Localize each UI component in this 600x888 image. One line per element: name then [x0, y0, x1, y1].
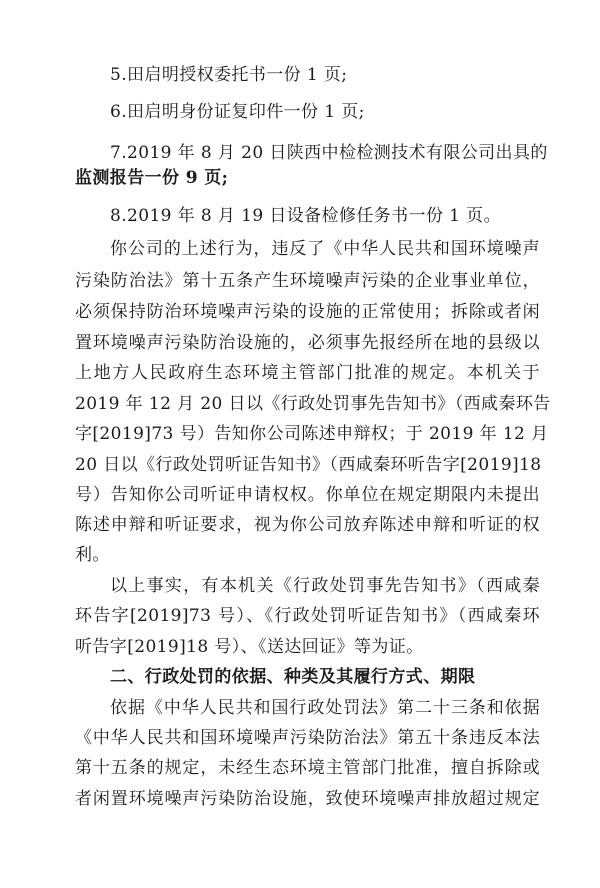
paragraph-1-line-11: 利。 — [75, 545, 110, 565]
paragraph-1-line-6: 2019 年 12 月 20 日以《行政处罚事先告知书》（西咸秦环告 — [75, 394, 551, 414]
evidence-item-7-continued: 监测报告一份 9 页; — [75, 168, 229, 188]
paragraph-2-line-2: 环告字[2019]73 号）、《行政处罚听证告知书》（西咸秦环 — [75, 606, 540, 626]
paragraph-3-line-1: 依据《中华人民共和国行政处罚法》第二十三条和依据 — [110, 698, 540, 718]
paragraph-1-line-5: 上地方人民政府生态环境主管部门批准的规定。本机关于 — [75, 363, 540, 383]
paragraph-2-line-1: 以上事实，有本机关《行政处罚事先告知书》（西咸秦 — [110, 576, 540, 596]
paragraph-3-line-4: 者闲置环境噪声污染防治设施，致使环境噪声排放超过规定 — [75, 789, 540, 809]
paragraph-1-line-2: 污染防治法》第十五条产生环境噪声污染的企业事业单位， — [75, 271, 540, 291]
paragraph-1-line-7: 字[2019]73 号）告知你公司陈述申辩权；于 2019 年 12 月 — [75, 424, 549, 444]
paragraph-1-line-3: 必须保持防治环境噪声污染的设施的正常使用；拆除或者闲 — [75, 302, 540, 322]
evidence-item-5: 5.田启明授权委托书一份 1 页; — [110, 65, 348, 85]
paragraph-3-line-2: 《中华人民共和国环境噪声污染防治法》第五十条违反本法 — [75, 728, 540, 748]
paragraph-1-line-10: 陈述申辩和听证要求，视为你公司放弃陈述申辩和听证的权 — [75, 515, 540, 535]
evidence-item-8: 8.2019 年 8 月 19 日设备检修任务书一份 1 页。 — [110, 206, 501, 226]
paragraph-1-line-4: 置环境噪声污染防治设施的，必须事先报经所在地的县级以 — [75, 333, 540, 353]
evidence-item-7: 7.2019 年 8 月 20 日陕西中检检测技术有限公司出具的 — [110, 143, 548, 163]
paragraph-2-line-3: 听告字[2019]18 号）、《送达回证》等为证。 — [75, 637, 424, 657]
evidence-item-6: 6.田启明身份证复印件一份 1 页; — [110, 102, 365, 122]
section-heading: 二、行政处罚的依据、种类及其履行方式、期限 — [110, 667, 476, 687]
paragraph-1-line-8: 20 日以《行政处罚听证告知书》（西咸秦环听告字[2019]18 — [75, 455, 542, 475]
paragraph-3-line-3: 第十五条的规定，未经生态环境主管部门批准，擅自拆除或 — [75, 758, 540, 778]
paragraph-1-line-9: 号）告知你公司听证申请权权。你单位在规定期限内未提出 — [75, 485, 540, 505]
paragraph-1-line-1: 你公司的上述行为，违反了《中华人民共和国环境噪声 — [110, 239, 540, 259]
